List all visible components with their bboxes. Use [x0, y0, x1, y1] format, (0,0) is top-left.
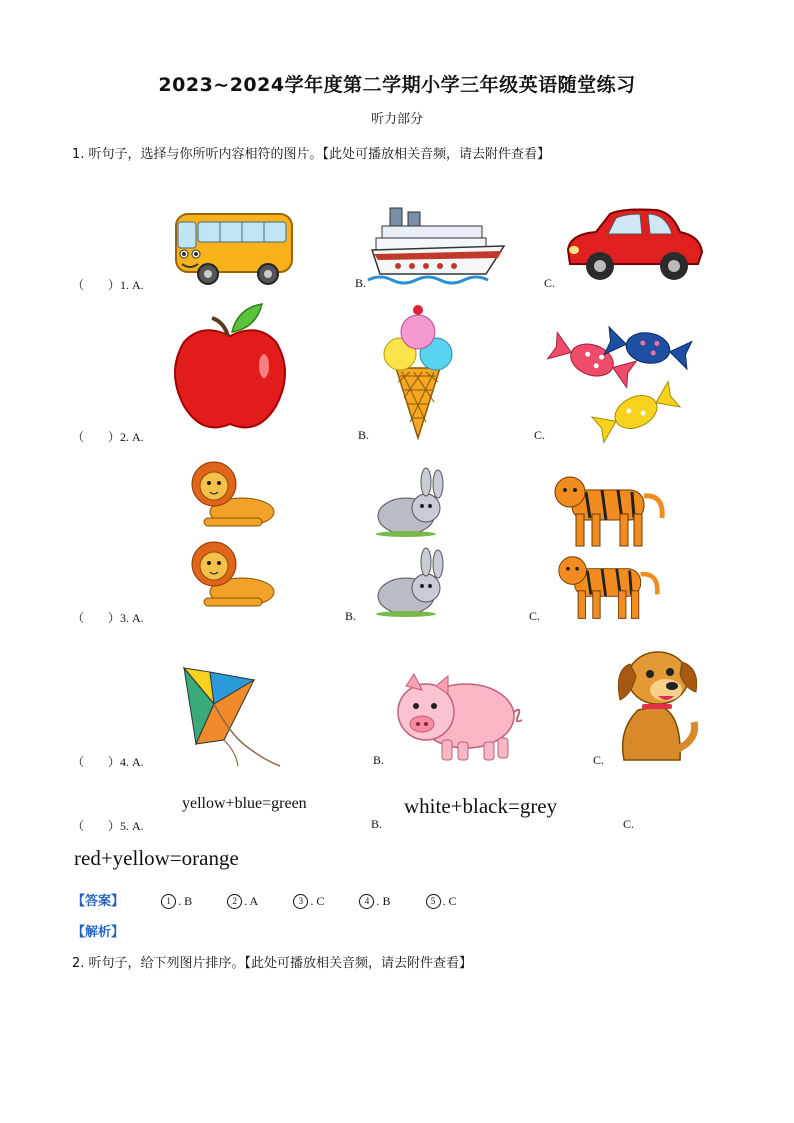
rabbits-icon	[364, 470, 448, 618]
ship-icon	[368, 204, 508, 288]
kite-icon	[180, 664, 286, 768]
lions-icon	[186, 458, 278, 614]
answer-line	[72, 890, 457, 909]
tigers-icon	[552, 474, 668, 618]
answer-item-2: 2 . A	[227, 894, 258, 908]
answer-item-1: 1 . B	[161, 894, 192, 908]
bus-icon	[172, 208, 296, 288]
answer-tag: 【答案】	[72, 894, 125, 909]
dog-icon	[610, 640, 702, 766]
section-subtitle: 听力部分	[370, 112, 423, 127]
page-title: 2023~2024学年度第二学期小学三年级英语随堂练习	[158, 74, 636, 96]
ice-cream-icon	[380, 302, 456, 442]
row-4-option-b: B.	[373, 753, 385, 767]
row-3-label: （ ）3. A.	[72, 611, 144, 625]
row-5-label: （ ）5. A.	[72, 819, 144, 833]
row-2-label: （ ）2. A.	[72, 430, 144, 444]
apple-icon	[172, 302, 288, 436]
q5-option-b-text: white+black=grey	[404, 794, 558, 818]
pig-icon	[392, 672, 522, 764]
row-5-option-b: B.	[371, 817, 383, 831]
candy-icon	[548, 318, 692, 440]
answer-item-3: 3 . C	[293, 894, 324, 908]
row-2-option-b: B.	[358, 428, 370, 442]
answer-item-5: 5 . C	[426, 894, 457, 908]
question-1-instruction: 1. 听句子，选择与你所听内容相符的图片。【此处可播放相关音频，请去附件查看】	[72, 147, 551, 162]
row-4-option-c: C.	[593, 753, 605, 767]
row-2-option-c: C.	[534, 428, 546, 442]
q5-option-a-text: yellow+blue=green	[182, 795, 307, 812]
row-3-option-c: C.	[529, 609, 541, 623]
q5-option-c-text: red+yellow=orange	[74, 846, 239, 870]
row-1-label: （ ）1. A.	[72, 278, 144, 292]
question-2-instruction: 2. 听句子，给下列图片排序。【此处可播放相关音频，请去附件查看】	[72, 956, 473, 971]
row-1-option-b: B.	[355, 276, 367, 290]
row-1-option-c: C.	[544, 276, 556, 290]
car-icon	[562, 206, 706, 288]
row-4-label: （ ）4. A.	[72, 755, 144, 769]
row-3-option-b: B.	[345, 609, 357, 623]
answer-item-4: 4 . B	[359, 894, 390, 908]
analysis-tag: 【解析】	[72, 925, 125, 940]
row-5-option-c: C.	[623, 817, 635, 831]
